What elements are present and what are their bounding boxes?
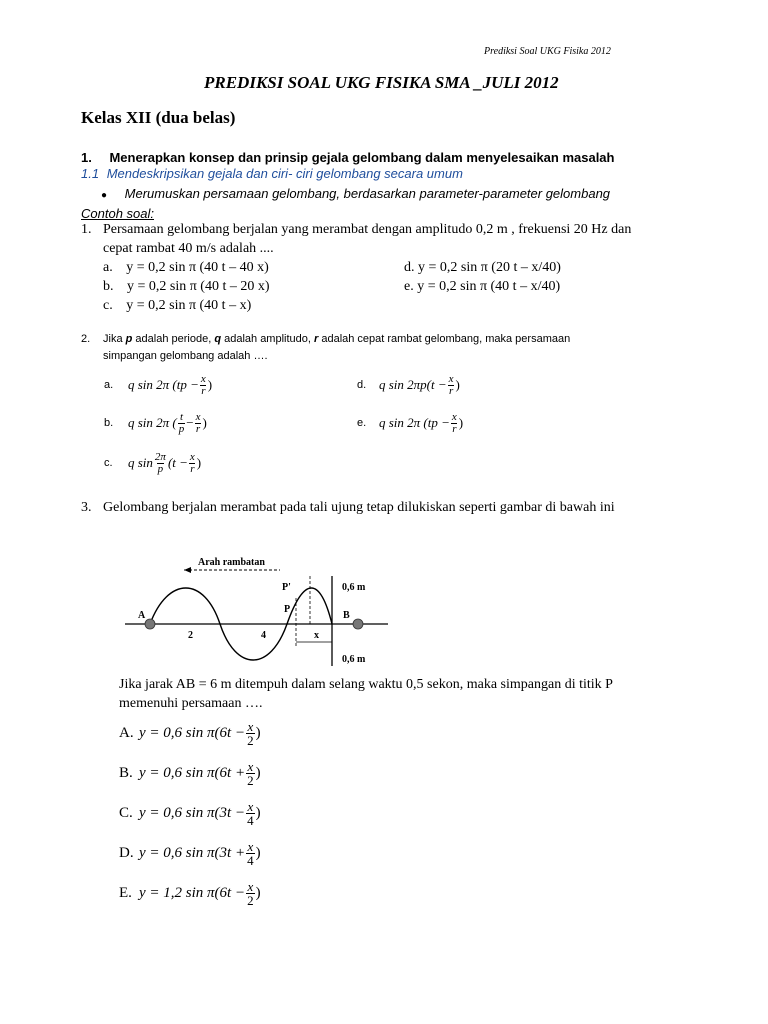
q2-text-part: adalah periode,: [132, 333, 215, 345]
q2-number: 2.: [81, 333, 91, 345]
q2-option-c-label: c.: [104, 457, 113, 469]
fraction-numerator: x: [247, 758, 254, 774]
q1-option-c-label: c.: [103, 298, 113, 313]
fraction-numerator: x: [195, 410, 201, 423]
class-heading: Kelas XII (dua belas): [81, 108, 236, 127]
example-label: Contoh soal:: [81, 206, 154, 221]
q1-option-e-text: y = 0,2 sin π (40 t – x/40): [417, 279, 561, 294]
q1-option-d: [404, 260, 561, 276]
q2-option-b-fraction: [195, 412, 202, 435]
q2-option-d-label: d.: [357, 379, 367, 391]
fraction-denominator: r: [195, 422, 201, 435]
q3-option-a-fraction: [246, 720, 255, 747]
q2-option-b-label: b.: [104, 417, 114, 429]
q1-option-b: [103, 279, 270, 295]
fraction-denominator: p: [157, 462, 164, 475]
q2-option-a-label: a.: [104, 379, 114, 391]
q3-option-c-fraction: [246, 800, 255, 827]
label-a: A: [138, 610, 146, 621]
q3-option-c: [119, 794, 261, 832]
q3-option-c-label: C.: [119, 804, 133, 821]
fraction-numerator: x: [200, 372, 206, 385]
fraction-denominator: p: [178, 422, 185, 435]
q1-option-b-label: b.: [103, 279, 114, 294]
q1-option-d-label: d.: [404, 260, 415, 275]
fraction-numerator: x: [189, 450, 195, 463]
q2-option-b-minus: −: [186, 415, 194, 430]
direction-arrow-head: [184, 567, 191, 573]
q1-option-e: [404, 279, 560, 295]
q2-option-d-fraction: [448, 374, 455, 397]
q3-number: 3.: [81, 500, 92, 515]
q3-option-a-expr: y = 0,6 sin π(6t −: [139, 724, 246, 741]
fraction-numerator: x: [247, 798, 254, 814]
q3-option-a: [119, 714, 261, 752]
q3-option-c-expr: y = 0,6 sin π(3t −: [139, 804, 246, 821]
page-title: PREDIKSI SOAL UKG FISIKA SMA _JULI 2012: [204, 73, 559, 92]
fraction-numerator: x: [247, 718, 254, 734]
q2-text-part: Jika: [103, 333, 126, 345]
q2-var-r: r: [314, 333, 319, 345]
indicator-text: Merumuskan persamaan gelombang, berdasarkan parameter-parameter gelombang: [124, 186, 611, 201]
q1-number: 1.: [81, 222, 92, 237]
q2-text-part: adalah cepat rambat gelombang, maka persamaan: [318, 333, 571, 345]
q2-option-e-close: ): [458, 415, 464, 430]
q1-option-d-text: y = 0,2 sin π (20 t – x/40): [418, 260, 561, 275]
q3-option-b: [119, 754, 261, 792]
q3-text: Gelombang berjalan merambat pada tali ujung tetap dilukiskan seperti gambar di bawah ini: [103, 500, 615, 515]
amplitude-bottom-label: 0,6 m: [342, 654, 366, 665]
q1-option-a-text: y = 0,2 sin π (40 t – 40 x): [126, 260, 269, 275]
q3-option-a-label: A.: [119, 724, 134, 741]
q2-option-e-fraction: [451, 412, 458, 435]
q1-option-a-label: a.: [103, 260, 113, 275]
label-x: x: [314, 630, 319, 641]
q3-option-e-close: ): [255, 884, 261, 901]
q2-option-e-expr: q sin 2π (tp −: [379, 415, 450, 430]
q2-option-a: [104, 368, 212, 402]
q3-option-b-expr: y = 0,6 sin π(6t +: [139, 764, 246, 781]
fraction-denominator: 2: [247, 732, 254, 748]
wave-figure: [120, 548, 390, 672]
sub-competency-text: Mendeskripsikan gejala dan ciri- ciri gelombang secara umum: [106, 166, 463, 181]
q3-option-d-close: ): [255, 844, 261, 861]
q3-option-c-close: ): [255, 804, 261, 821]
q3-option-e-expr: y = 1,2 sin π(6t −: [139, 884, 246, 901]
label-b: B: [343, 610, 350, 621]
q3-option-b-close: ): [255, 764, 261, 781]
q2-option-b: [104, 406, 207, 440]
q2-option-a-expr: q sin 2π (tp −: [128, 377, 199, 392]
q2-option-b-close: ): [202, 415, 207, 430]
competency-heading: [81, 150, 614, 165]
competency-text: Menerapkan konsep dan prinsip gejala gelombang dalam menyelesaikan masalah: [109, 150, 615, 165]
q2-option-e-label: e.: [357, 417, 367, 429]
fraction-numerator: 2π: [154, 450, 166, 463]
fraction-denominator: 4: [247, 812, 254, 828]
fraction-denominator: r: [452, 422, 457, 435]
q2-text-part: adalah amplitudo,: [221, 333, 314, 345]
q2-option-c-fraction: [154, 452, 167, 475]
point-b-dot: [353, 619, 363, 629]
q3-option-b-label: B.: [119, 764, 133, 781]
fraction-numerator: x: [247, 878, 254, 894]
fraction-denominator: r: [201, 384, 206, 397]
q1-line1: Persamaan gelombang berjalan yang merambat dengan amplitudo 0,2 m , frekuensi 20 Hz dan: [103, 222, 632, 237]
q2-option-d-close: ): [455, 377, 460, 392]
label-p-prime: P': [282, 582, 291, 593]
q2-option-a-close: ): [207, 377, 213, 392]
fraction-denominator: r: [448, 384, 454, 397]
point-a-dot: [145, 619, 155, 629]
q3-option-d-fraction: [246, 840, 255, 867]
q1-option-a: [103, 260, 269, 276]
fraction-numerator: x: [448, 372, 454, 385]
fraction-denominator: 4: [247, 852, 254, 868]
competency-number: 1.: [81, 150, 92, 165]
q2-option-a-fraction: [200, 374, 207, 397]
q1-option-c: [103, 298, 251, 314]
arrow-label: Arah rambatan: [198, 557, 265, 568]
q2-option-d: [357, 368, 460, 402]
q3-option-d: [119, 834, 261, 872]
q3-option-b-fraction: [246, 760, 255, 787]
indicator: [101, 186, 610, 201]
q2-option-c: [104, 445, 201, 481]
q1-line2: cepat rambat 40 m/s adalah ....: [103, 241, 274, 256]
q2-line2: simpangan gelombang adalah ….: [103, 350, 268, 362]
q3-option-d-label: D.: [119, 844, 134, 861]
q3-option-e-label: E.: [119, 884, 132, 901]
q2-option-b-expr: q sin 2π (: [128, 415, 177, 430]
q2-option-c-expr: (t −: [167, 455, 188, 470]
q2-var-q: q: [214, 333, 222, 345]
amplitude-top-label: 0,6 m: [342, 582, 366, 593]
q2-option-b-fraction: [178, 412, 186, 435]
fraction-denominator: 2: [247, 772, 254, 788]
fraction-denominator: 2: [247, 892, 254, 908]
q1-option-b-text: y = 0,2 sin π (40 t – 20 x): [127, 279, 270, 294]
fraction-numerator: x: [451, 410, 457, 423]
sub-competency-number: 1.1: [81, 166, 100, 181]
q1-option-e-label: e.: [404, 279, 414, 294]
q2-option-c-close: ): [196, 455, 202, 470]
q2-option-c-expr: q sin: [128, 455, 153, 470]
fraction-denominator: r: [190, 462, 195, 475]
q2-option-c-fraction: [189, 452, 196, 475]
q2-line1: [103, 333, 570, 345]
q3-option-d-expr: y = 0,6 sin π(3t +: [139, 844, 246, 861]
fraction-numerator: x: [247, 838, 254, 854]
label-p: P: [284, 604, 291, 615]
q3-option-a-close: ): [255, 724, 261, 741]
q3-para1: Jika jarak AB = 6 m ditempuh dalam selang waktu 0,5 sekon, maka simpangan di titik P: [119, 677, 613, 692]
q2-option-e: [357, 406, 463, 440]
q3-option-e: [119, 874, 261, 912]
q1-option-c-text: y = 0,2 sin π (40 t – x): [126, 298, 252, 313]
fraction-numerator: t: [179, 410, 184, 423]
q3-para2: memenuhi persamaan ….: [119, 696, 263, 711]
q3-option-e-fraction: [246, 880, 255, 907]
q2-var-p: p: [125, 333, 133, 345]
q2-option-d-expr: q sin 2πp(t −: [379, 377, 447, 392]
bullet-icon: ●: [101, 190, 108, 201]
label-4: 4: [261, 630, 266, 641]
running-title: Prediksi Soal UKG Fisika 2012: [484, 46, 611, 57]
label-2: 2: [188, 630, 193, 641]
sub-competency: [81, 166, 463, 181]
